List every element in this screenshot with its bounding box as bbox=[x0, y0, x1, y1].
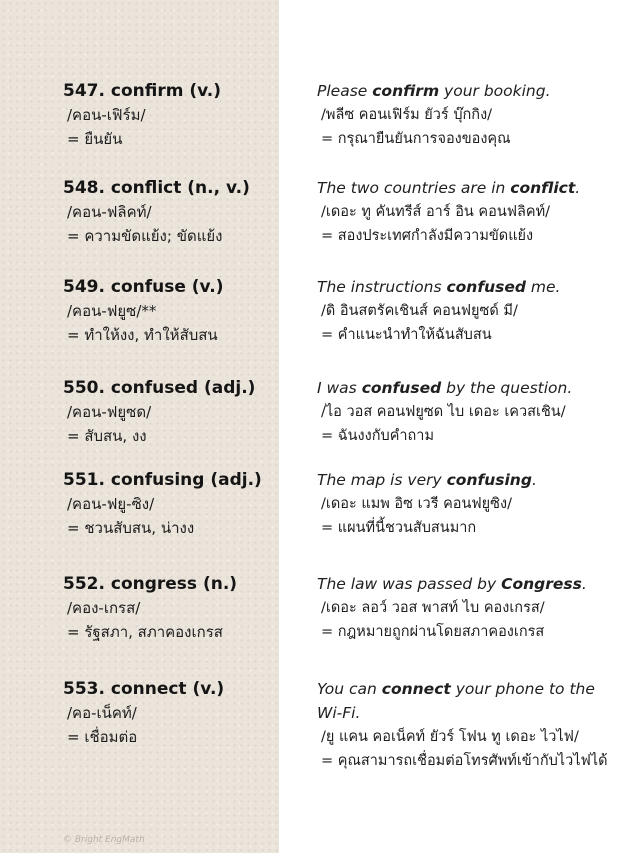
example-meaning: = คุณสามารถเชื่อมต่อโทรศัพท์เข้ากับไวไฟได้ bbox=[321, 753, 608, 769]
example-sentence: I was confused by the question. bbox=[317, 379, 573, 397]
watermark: © Bright EngMath bbox=[63, 835, 145, 845]
example-sentence: Please confirm your booking. bbox=[317, 82, 551, 100]
example-keyword: conflict bbox=[510, 179, 576, 197]
example-column bbox=[317, 79, 617, 151]
word-meaning: = รัฐสภา, สภาคองเกรส bbox=[67, 623, 223, 641]
word-title: 552. congress (n.) bbox=[63, 574, 238, 594]
word-title: 553. connect (v.) bbox=[63, 679, 225, 699]
example-column bbox=[317, 376, 617, 448]
word-meaning: = เชื่อมต่อ bbox=[67, 728, 138, 746]
example-meaning: = แผนที่นี้ชวนสับสนมาก bbox=[321, 520, 477, 536]
word-title: 551. confusing (adj.) bbox=[63, 470, 262, 490]
example-meaning: = ฉันงงกับคำถาม bbox=[321, 428, 435, 444]
example-pronunciation: /พลีซ คอนเฟิร์ม ยัวร์ บุ๊กกิง/ bbox=[321, 107, 493, 123]
word-column bbox=[63, 677, 278, 749]
example-keyword: confusing bbox=[446, 471, 532, 489]
word-column bbox=[63, 376, 278, 448]
example-sentence: The map is very confusing. bbox=[317, 471, 537, 489]
word-column bbox=[63, 468, 278, 540]
example-meaning: = สองประเทศกำลังมีความขัดแย้ง bbox=[321, 228, 534, 244]
example-sentence: The two countries are in conflict. bbox=[317, 179, 581, 197]
word-title: 550. confused (adj.) bbox=[63, 378, 256, 398]
word-pronunciation: /คอน-ฟลิคท์/ bbox=[67, 203, 152, 221]
example-keyword: confused bbox=[446, 278, 526, 296]
example-pronunciation: /ยู แคน คอเน็คท์ ยัวร์ โฟน ทู เดอะ ไวไฟ/ bbox=[321, 729, 579, 745]
example-pronunciation: /เดอะ แมพ อิซ เวรี คอนฟยูซิง/ bbox=[321, 496, 512, 512]
word-title: 549. confuse (v.) bbox=[63, 277, 224, 297]
word-pronunciation: /คอง-เกรส/ bbox=[67, 599, 141, 617]
word-column bbox=[63, 275, 278, 347]
word-pronunciation: /คอ-เน็คท์/ bbox=[67, 704, 137, 722]
word-meaning: = สับสน, งง bbox=[67, 427, 147, 445]
word-title: 547. confirm (v.) bbox=[63, 81, 222, 101]
example-column bbox=[317, 275, 617, 347]
example-column bbox=[317, 468, 617, 540]
example-column bbox=[317, 176, 617, 248]
example-meaning: = กรุณายืนยันการจองของคุณ bbox=[321, 131, 511, 147]
example-column bbox=[317, 572, 617, 644]
example-keyword: connect bbox=[381, 680, 451, 698]
word-pronunciation: /คอน-ฟยูซด/ bbox=[67, 403, 152, 421]
word-meaning: = ชวนสับสน, น่างง bbox=[67, 519, 195, 537]
word-pronunciation: /คอน-เฟิร์ม/ bbox=[67, 106, 146, 124]
example-keyword: confused bbox=[361, 379, 442, 397]
word-pronunciation: /คอน-ฟยู-ซิง/ bbox=[67, 495, 155, 513]
example-keyword: Congress bbox=[501, 575, 582, 593]
word-meaning: = ยืนยัน bbox=[67, 130, 123, 148]
example-pronunciation: /เดอะ ลอว์ วอส พาสท์ ไบ คองเกรส/ bbox=[321, 600, 545, 616]
example-meaning: = คำแนะนำทำให้ฉันสับสน bbox=[321, 327, 492, 343]
word-meaning: = ทำให้งง, ทำให้สับสน bbox=[67, 326, 218, 344]
example-sentence: You can connect your phone to the Wi-Fi. bbox=[317, 680, 595, 722]
example-keyword: confirm bbox=[372, 82, 440, 100]
word-pronunciation: /คอน-ฟยูซ/** bbox=[67, 302, 157, 320]
word-meaning: = ความขัดแย้ง; ขัดแย้ง bbox=[67, 227, 223, 245]
word-column bbox=[63, 79, 278, 151]
example-pronunciation: /ดิ อินสตรัคเชินส์ คอนฟยูซด์ มี/ bbox=[321, 303, 518, 319]
word-title: 548. conflict (n., v.) bbox=[63, 178, 250, 198]
word-column bbox=[63, 572, 278, 644]
word-column bbox=[63, 176, 278, 248]
example-column bbox=[317, 677, 617, 773]
example-pronunciation: /ไอ วอส คอนฟยูซด ไบ เดอะ เควสเชิน/ bbox=[321, 404, 566, 420]
example-meaning: = กฎหมายถูกผ่านโดยสภาคองเกรส bbox=[321, 624, 545, 640]
example-pronunciation: /เดอะ ทู คันทรีส์ อาร์ อิน คอนฟลิคท์/ bbox=[321, 204, 551, 220]
example-sentence: The law was passed by Congress. bbox=[317, 575, 587, 593]
example-sentence: The instructions confused me. bbox=[317, 278, 561, 296]
